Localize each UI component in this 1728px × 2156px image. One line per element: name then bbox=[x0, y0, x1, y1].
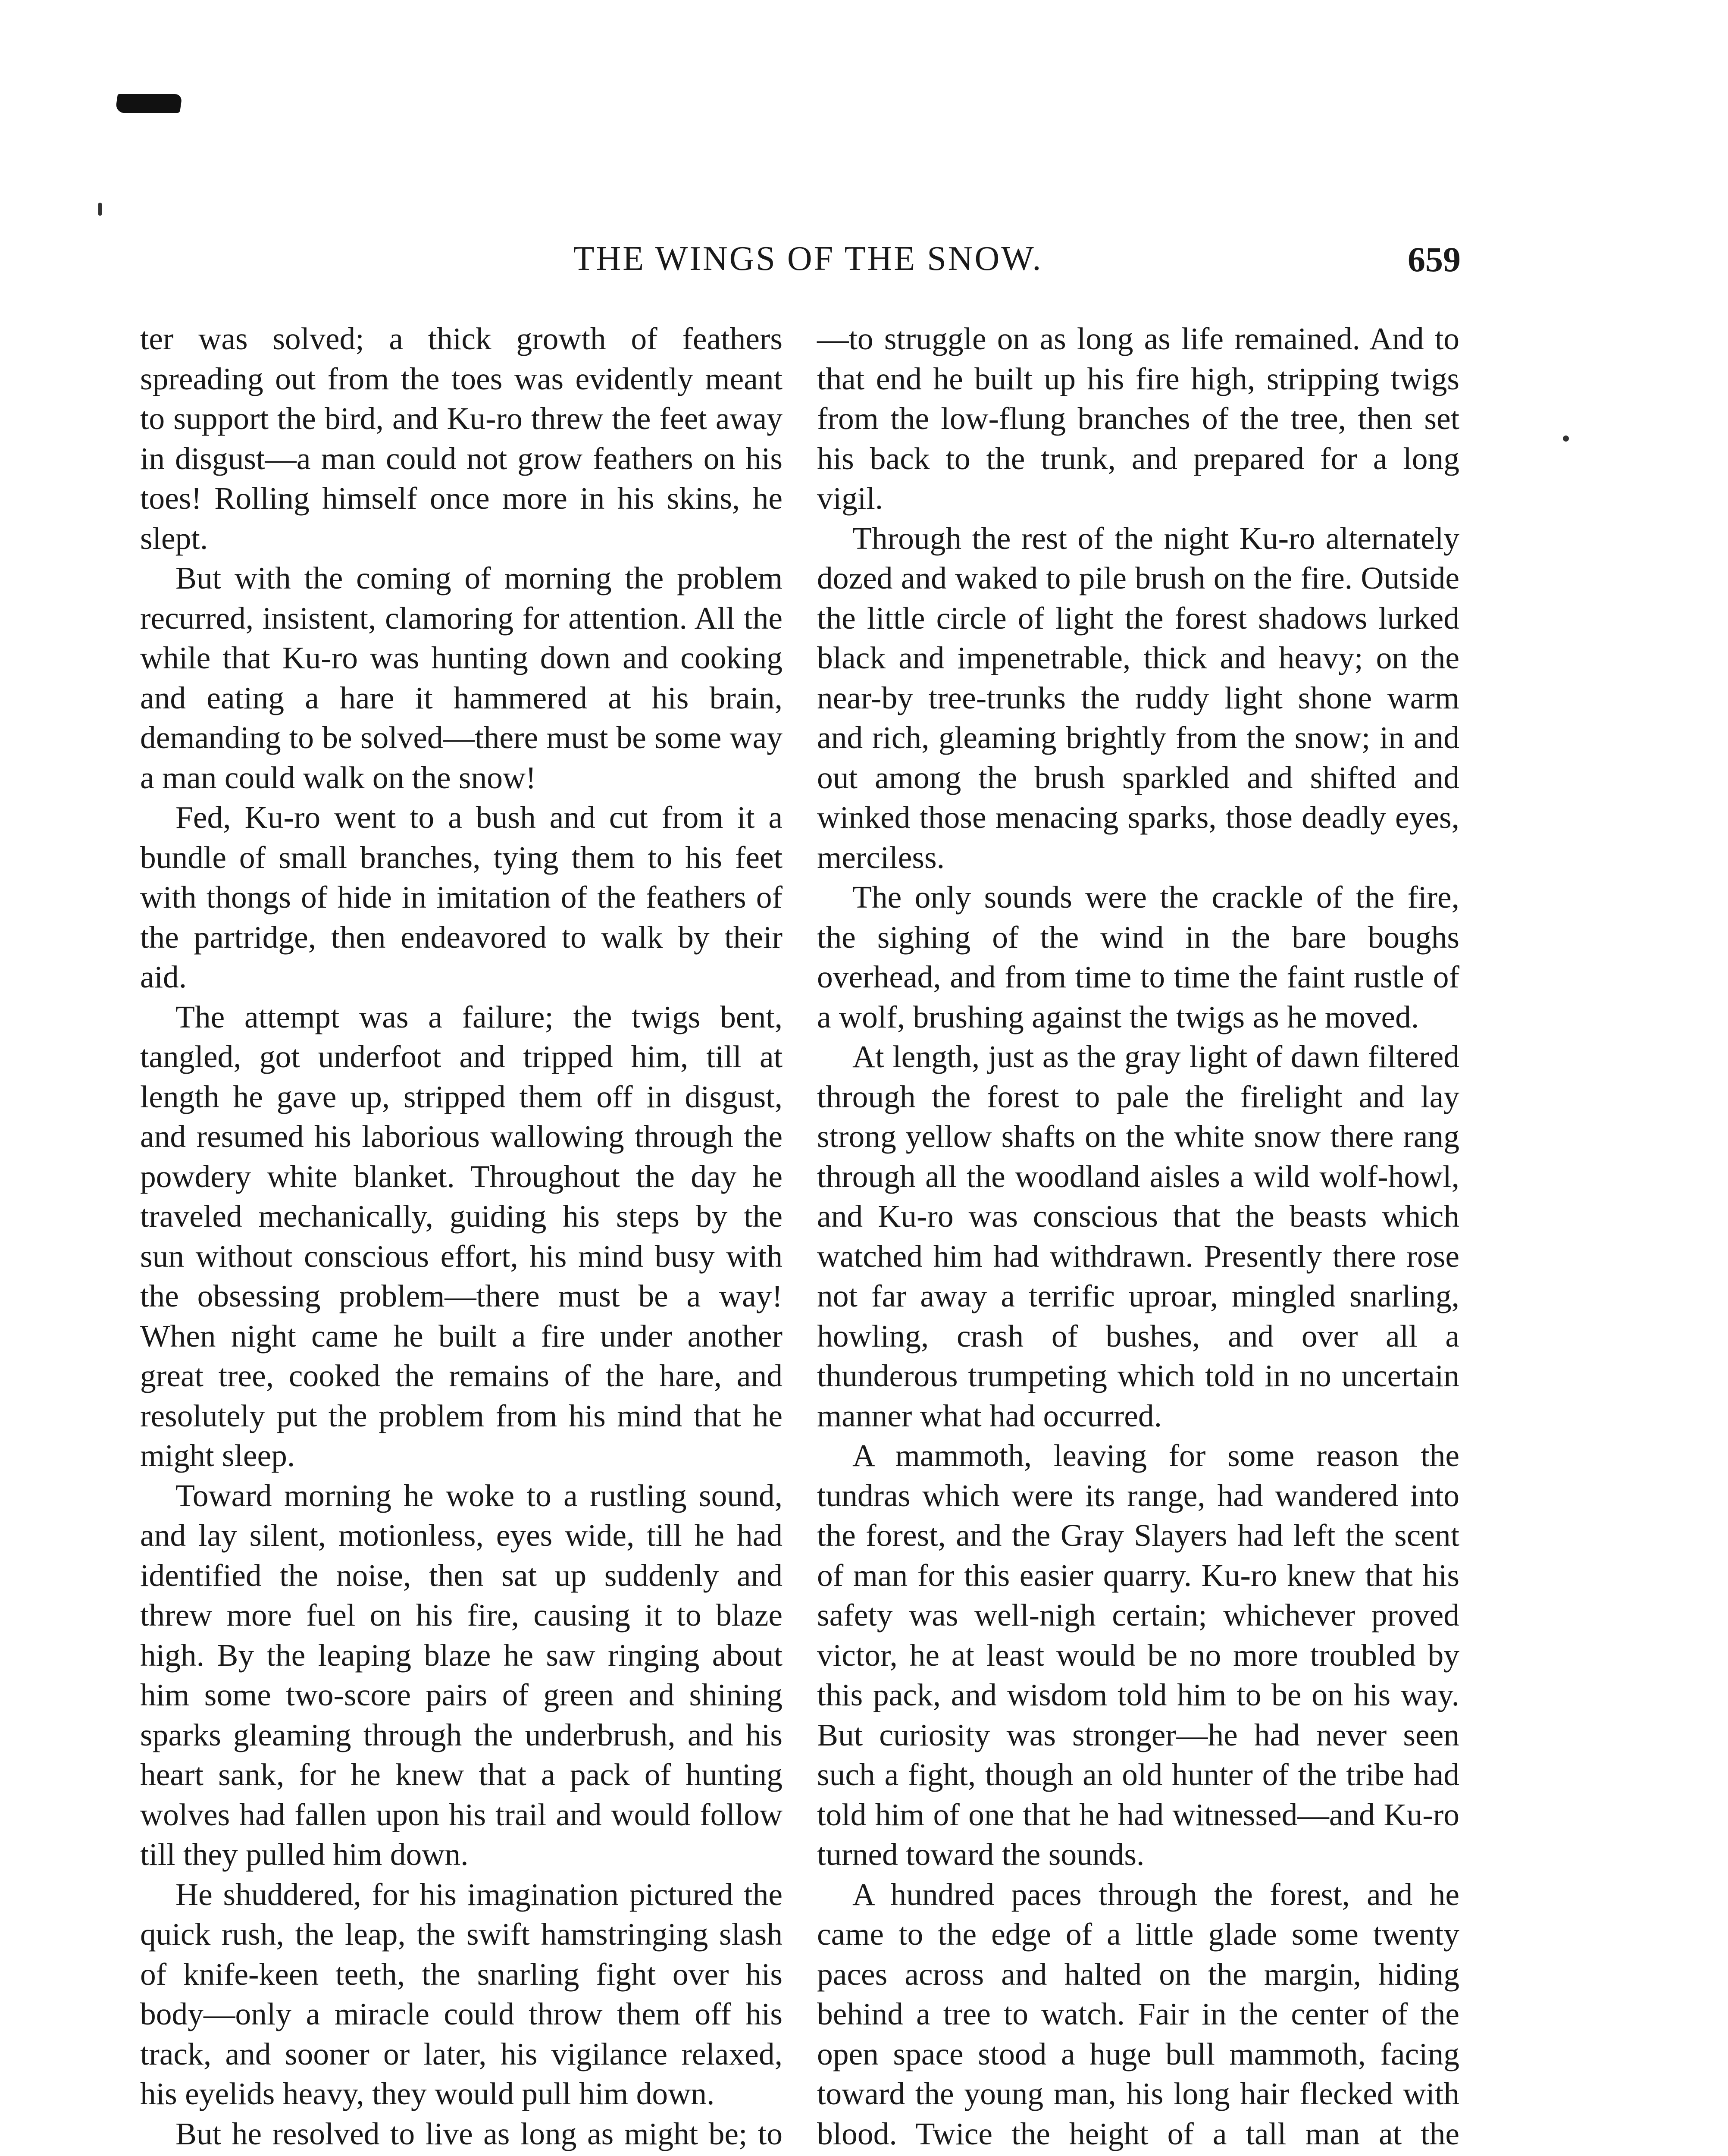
ink-speck bbox=[98, 203, 102, 216]
paragraph: He shuddered, for his imagination pictured the quick rush, the leap, the swift hamstringing slash of knife-keen teeth, the snarling fight over his body—only a miracle could throw them off his track, and sooner or later, his vigilance relaxed, his eyelids heavy, they would pull him down. bbox=[140, 1877, 783, 2111]
paragraph: Through the rest of the night Ku-ro alternately dozed and waked to pile brush on the fire. Outside the little circle of light the forest shadows lurked black and impenetrable, thick and heavy; on the near-by tree-trunks the ruddy light shone warm and rich, gleaming brightly from the snow; in and out among the brush sparkled and shifted and winked those menacing sparks, those deadly eyes, merciless. bbox=[817, 520, 1459, 875]
page-header bbox=[155, 239, 1461, 287]
ink-blot bbox=[115, 94, 182, 113]
ink-speck bbox=[1563, 436, 1569, 442]
paragraph: ter was solved; a thick growth of feathers spreading out from the toes was evidently meant to support the bird, and Ku-ro threw the feet away in disgust—a man could not grow feathers on his toes! Rolling himself once more in his skins, he slept. bbox=[140, 321, 783, 556]
paragraph: The only sounds were the crackle of the fire, the sighing of the wind in the bare boughs overhead, and from time to time the faint rustle of a wolf, brushing against the twigs as he moved. bbox=[817, 880, 1459, 1034]
paragraph: The attempt was a failure; the twigs bent, tangled, got underfoot and tripped him, till at length he gave up, stripped them off in disgust, and resumed his laborious wallowing through the powdery white blanket. Throughout the day he traveled mechanically, guiding his steps by the sun without conscious effort, his mind busy with the obsessing problem—there must be a way! When night came he built a fire under another great tree, cooked the remains of the hare, and resolutely put the problem from his mind that he might sleep. bbox=[140, 999, 783, 1473]
paragraph: A mammoth, leaving for some reason the tundras which were its range, had wandered into the forest, and the Gray Slayers had left the scent of man for this easier quarry. Ku-ro knew that his safety was well-nigh certain; whichever proved victor, he at least would be no more troubled by this pack, and wisdom told him to be on his way. But curiosity was stronger—he had never seen such a fight, though an old hunter of the tribe had told him of one that he had witnessed—and Ku-ro turned toward the sounds. bbox=[817, 1438, 1459, 1872]
running-title: THE WINGS OF THE SNOW. bbox=[573, 240, 1043, 278]
paragraph: But he resolved to live as long as might be; to bbox=[175, 2116, 783, 2151]
paragraph: —to struggle on as long as life remained. And to that end he built up his fire high, stripping twigs from the low-flung branches of the tree, then set his back to the trunk, and prepared for a long vigil. bbox=[817, 321, 1459, 516]
left-column bbox=[140, 319, 783, 2156]
page-number: 659 bbox=[1408, 240, 1461, 279]
right-column bbox=[817, 319, 1459, 2156]
paragraph: A hundred paces through the forest, and he came to the edge of a little glade some twenty paces across and halted on the margin, hiding behind a tree to watch. Fair in the center of the open space stood a huge bull mammoth, facing toward the young man, his long hair flecked with blood. Twice the height of a tall man at the bbox=[817, 1877, 1459, 2151]
paragraph: Fed, Ku-ro went to a bush and cut from it a bundle of small branches, tying them to his feet with thongs of hide in imitation of the feathers of the partridge, then endeavored to walk by their aid. bbox=[140, 800, 783, 994]
paragraph: Toward morning he woke to a rustling sound, and lay silent, motionless, eyes wide, till he had identified the noise, then sat up suddenly and threw more fuel on his fire, causing it to blaze high. By the leaping blaze he saw ringing about him some two-score pairs of green and shining sparks gleaming through the underbrush, and his heart sank, for he knew that a pack of hunting wolves had fallen upon his trail and would follow till they pulled him down. bbox=[140, 1478, 783, 1872]
paragraph: At length, just as the gray light of dawn filtered through the forest to pale the firelight and lay strong yellow shafts on the white snow there rang through all the woodland aisles a wild wolf-howl, and Ku-ro was conscious that the beasts which watched him had withdrawn. Presently there rose not far away a terrific uproar, mingled snarling, howling, crash of bushes, and over all a thunderous trumpeting which told in no uncertain manner what had occurred. bbox=[817, 1039, 1459, 1433]
paragraph: But with the coming of morning the problem recurred, insistent, clamoring for attention. All the while that Ku-ro was hunting down and cooking and eating a hare it hammered at his brain, demanding to be solved—there must be some way a man could walk on the snow! bbox=[140, 561, 783, 795]
